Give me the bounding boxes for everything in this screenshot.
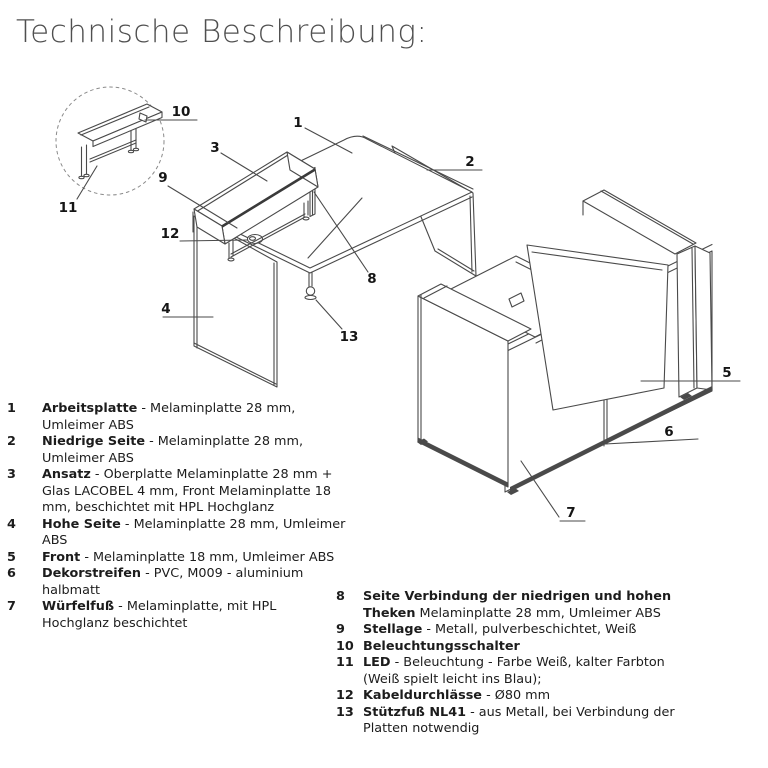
legend-part-desc: - Oberplatte Melaminplatte 28 mm + Glas LACOBEL 4 mm, Front Melaminplatte 18 mm, beschichtet mit HPL Hochglanz xyxy=(42,467,333,515)
legend-part-desc: - Melaminplatte, mit HPL Hochglanz beschichtet xyxy=(42,599,277,631)
callout-7: 7 xyxy=(566,505,576,521)
callout-8: 8 xyxy=(367,271,377,287)
legend-item xyxy=(336,622,704,639)
legend-part-desc: - Melaminplatte 28 mm, Umleimer ABS xyxy=(42,434,304,466)
legend-part-desc: - Melaminplatte 28 mm, Umleimer ABS xyxy=(42,401,296,433)
legend-item xyxy=(7,566,347,599)
legend-part-name: Beleuchtungsschalter xyxy=(363,638,520,654)
legend-num: 7 xyxy=(7,599,16,614)
legend-item xyxy=(7,467,347,517)
callout-13: 13 xyxy=(339,329,359,345)
cable-grommet xyxy=(248,235,263,244)
legend-part-name: Arbeitsplatte xyxy=(42,401,138,416)
legend-part-name: Dekorstreifen xyxy=(42,566,142,581)
legend-part-name: Stützfuß NL41 xyxy=(363,704,467,720)
legend-part-desc: - Melaminplatte 18 mm, Umleimer ABS xyxy=(80,549,335,565)
legend-part-name: LED xyxy=(363,655,391,670)
legend-num: 1 xyxy=(7,401,16,416)
legend-part-name: Seite Verbindung der niedrigen und hohen Theken xyxy=(363,589,672,621)
legend-num: 11 xyxy=(336,655,354,670)
support-foot xyxy=(305,272,316,300)
right-side-top xyxy=(583,190,696,254)
legend-item xyxy=(7,550,347,567)
legend-item xyxy=(7,517,347,550)
legend-num: 12 xyxy=(336,688,354,703)
legend-item xyxy=(336,688,704,705)
legend-part-desc: - aus Metall, bei Verbindung der Platten notwendig xyxy=(363,704,675,736)
legend-part-name: Front xyxy=(42,549,81,565)
legend-part-name: Stellage xyxy=(363,622,423,637)
callout-3: 3 xyxy=(210,140,220,156)
legend-item xyxy=(7,599,347,632)
callout-5: 5 xyxy=(722,365,732,381)
page-title: Technische Beschreibung: xyxy=(16,14,428,50)
legend-part-desc: - Metall, pulverbeschichtet, Weiß xyxy=(422,622,637,637)
legend-item xyxy=(336,639,704,656)
legend-num: 4 xyxy=(7,516,16,532)
legend-item xyxy=(336,705,704,738)
detail-circle xyxy=(56,87,164,195)
callout-4: 4 xyxy=(161,301,171,317)
legend-part-desc: - PVC, M009 - aluminium halbmatt xyxy=(42,566,304,598)
callout-9: 9 xyxy=(158,170,168,186)
detail-circle-outline xyxy=(56,87,164,195)
legend-part-desc: - Ø80 mm xyxy=(482,688,551,703)
legend-num: 6 xyxy=(7,566,16,581)
legend-num: 10 xyxy=(336,638,354,654)
legend-item xyxy=(7,434,347,467)
legend-num: 3 xyxy=(7,467,16,482)
legend-part-name: Hohe Seite xyxy=(42,516,121,532)
legend-part-name: Ansatz xyxy=(42,467,91,482)
callout-11: 11 xyxy=(58,200,78,216)
legend-num: 2 xyxy=(7,434,16,449)
legend-part-desc: Melaminplatte 28 mm, Umleimer ABS xyxy=(415,605,661,621)
legend-item xyxy=(336,589,704,622)
legend-num: 8 xyxy=(336,589,345,604)
legend-num: 9 xyxy=(336,622,345,637)
callout-1: 1 xyxy=(293,115,303,131)
callout-2: 2 xyxy=(465,154,475,170)
legend-part-name: Niedrige Seite xyxy=(42,434,146,449)
callout-10: 10 xyxy=(171,104,191,120)
legend-part-desc: - Melaminplatte 28 mm, Umleimer ABS xyxy=(42,516,346,548)
legend-item xyxy=(7,401,347,434)
legend-right xyxy=(336,589,704,738)
legend-num: 5 xyxy=(7,549,16,565)
legend-part-name: Würfelfuß xyxy=(42,599,115,614)
callout-6: 6 xyxy=(664,424,674,440)
legend-item xyxy=(336,655,704,688)
mini-shelf xyxy=(78,104,162,179)
callout-12: 12 xyxy=(160,226,180,242)
legend-part-name: Kabeldurchlässe xyxy=(363,688,482,703)
legend-part-desc: - Beleuchtung - Farbe Weiß, kalter Farbton (Weiß spielt leicht ins Blau); xyxy=(363,655,665,687)
legend-left xyxy=(7,401,347,632)
legend-num: 13 xyxy=(336,704,354,720)
